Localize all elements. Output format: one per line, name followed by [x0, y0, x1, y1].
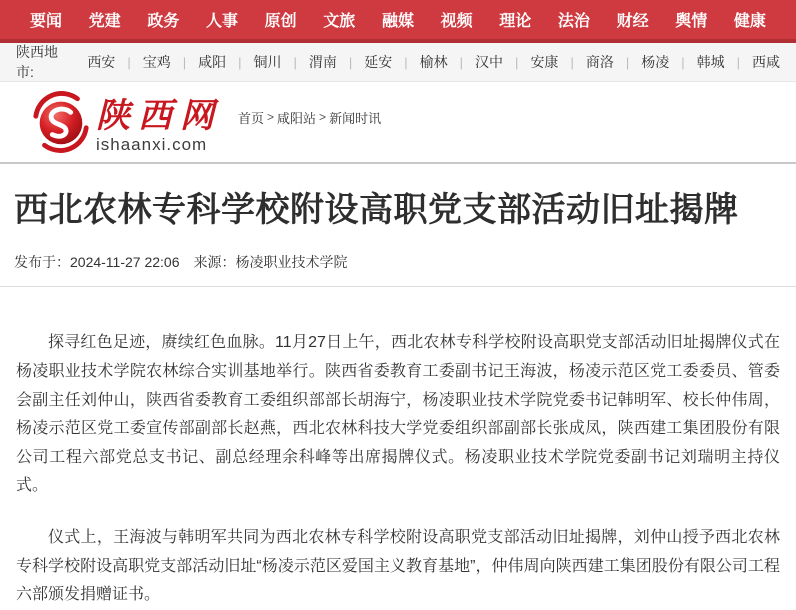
list-separator: |	[736, 54, 740, 70]
region-city-link[interactable]: 西安	[87, 54, 116, 70]
list-separator: |	[182, 54, 187, 70]
list-separator: |	[515, 54, 519, 70]
region-city-link[interactable]: 安康	[530, 54, 559, 70]
breadcrumb-link[interactable]: 首页	[238, 110, 265, 126]
list-separator: |	[404, 54, 408, 70]
breadcrumb	[238, 108, 381, 127]
region-city-link[interactable]: 韩城	[696, 54, 725, 70]
list-separator: |	[681, 54, 685, 70]
list-separator: |	[238, 54, 242, 70]
site-logo-cn: 陕西网	[96, 98, 222, 135]
region-city-link[interactable]: 宝鸡	[142, 54, 171, 70]
article-body	[0, 287, 796, 610]
region-city-link[interactable]: 汉中	[475, 54, 504, 70]
site-logo-domain: ishaanxi.com	[96, 135, 208, 154]
region-city-link[interactable]: 延安	[364, 54, 393, 70]
region-city-link[interactable]: 榆林	[419, 54, 448, 70]
top-nav-item[interactable]: 融媒	[381, 13, 414, 30]
region-city-link[interactable]: 铜川	[253, 54, 282, 70]
source-label: 来源：	[193, 254, 236, 271]
site-logo-icon	[30, 91, 92, 153]
region-city-link[interactable]: 西咸	[752, 54, 780, 70]
masthead	[0, 82, 796, 164]
region-city-link[interactable]: 咸阳	[198, 54, 227, 70]
publish-time: 2024-11-27 22:06	[70, 254, 180, 271]
top-nav-item[interactable]: 法治	[557, 13, 590, 30]
breadcrumb-link[interactable]: 咸阳站	[277, 110, 317, 126]
region-bar	[0, 43, 796, 82]
top-nav-item[interactable]: 财经	[616, 13, 649, 30]
top-nav-item[interactable]: 文旅	[323, 13, 356, 30]
top-nav-item[interactable]: 人事	[205, 13, 238, 30]
publish-label: 发布于：	[14, 254, 70, 271]
site-logo-text	[96, 100, 222, 153]
top-nav-item[interactable]: 理论	[499, 13, 532, 30]
region-city-list	[87, 52, 780, 72]
article-meta	[14, 252, 782, 272]
list-separator: |	[625, 54, 630, 70]
region-city-link[interactable]: 渭南	[308, 54, 337, 70]
article-paragraph-2: 仪式上，王海波与韩明军共同为西北农林专科学校附设高职党支部活动旧址揭牌，刘仲山授予西北农林专科学校附设高职党支部活动旧址“杨凌示范区爱国主义教育基地”，仲伟周向陕西建工集团股份有限公司工程六部颁发捐赠证书。	[16, 529, 780, 604]
list-separator: |	[459, 54, 464, 70]
article-paragraph-1: 探寻红色足迹，赓续红色血脉。11月27日上午，西北农林专科学校附设高职党支部活动旧址揭牌仪式在杨凌职业技术学院农林综合实训基地举行。陕西省委教育工委副书记王海波，杨凌示范区党工委委员、管委会副主任刘仲山，陕西省委教育工委组织部部长胡海宁，杨凌职业技术学院党委书记韩明军、校长仲伟周，杨凌示范区党工委宣传部副部长赵燕，西北农林科技大学党委组织部副部长张成凤，陕西建工集团股份有限公司工程六部党总支书记、副总经理余科峰等出席揭牌仪式。杨凌职业技术学院党委副书记刘瑞明主持仪式。	[16, 334, 780, 495]
top-nav	[0, 0, 796, 43]
top-nav-item[interactable]: 政务	[147, 13, 180, 30]
region-bar-label: 陕西地市:	[16, 44, 58, 80]
list-separator: |	[293, 54, 297, 70]
list-separator: |	[127, 54, 131, 70]
top-nav-item[interactable]: 要闻	[30, 13, 63, 30]
top-nav-item[interactable]: 原创	[264, 13, 297, 30]
region-city-link[interactable]: 杨凌	[641, 54, 670, 70]
top-nav-list	[0, 0, 796, 39]
top-nav-item[interactable]: 视频	[440, 13, 473, 30]
top-nav-item[interactable]: 党建	[88, 13, 121, 30]
list-separator: |	[570, 54, 574, 70]
list-separator: >	[267, 110, 275, 124]
article-head	[0, 164, 796, 287]
article-title: 西北农林专科学校附设高职党支部活动旧址揭牌	[14, 191, 739, 229]
list-separator: >	[319, 110, 327, 124]
site-logo[interactable]	[30, 91, 222, 153]
source-name: 杨凌职业技术学院	[235, 254, 348, 271]
top-nav-item[interactable]: 舆情	[675, 13, 708, 30]
region-city-link[interactable]: 商洛	[585, 54, 614, 70]
list-separator: |	[348, 54, 353, 70]
top-nav-item[interactable]: 健康	[733, 13, 766, 30]
breadcrumb-link[interactable]: 新闻时讯	[329, 110, 382, 126]
